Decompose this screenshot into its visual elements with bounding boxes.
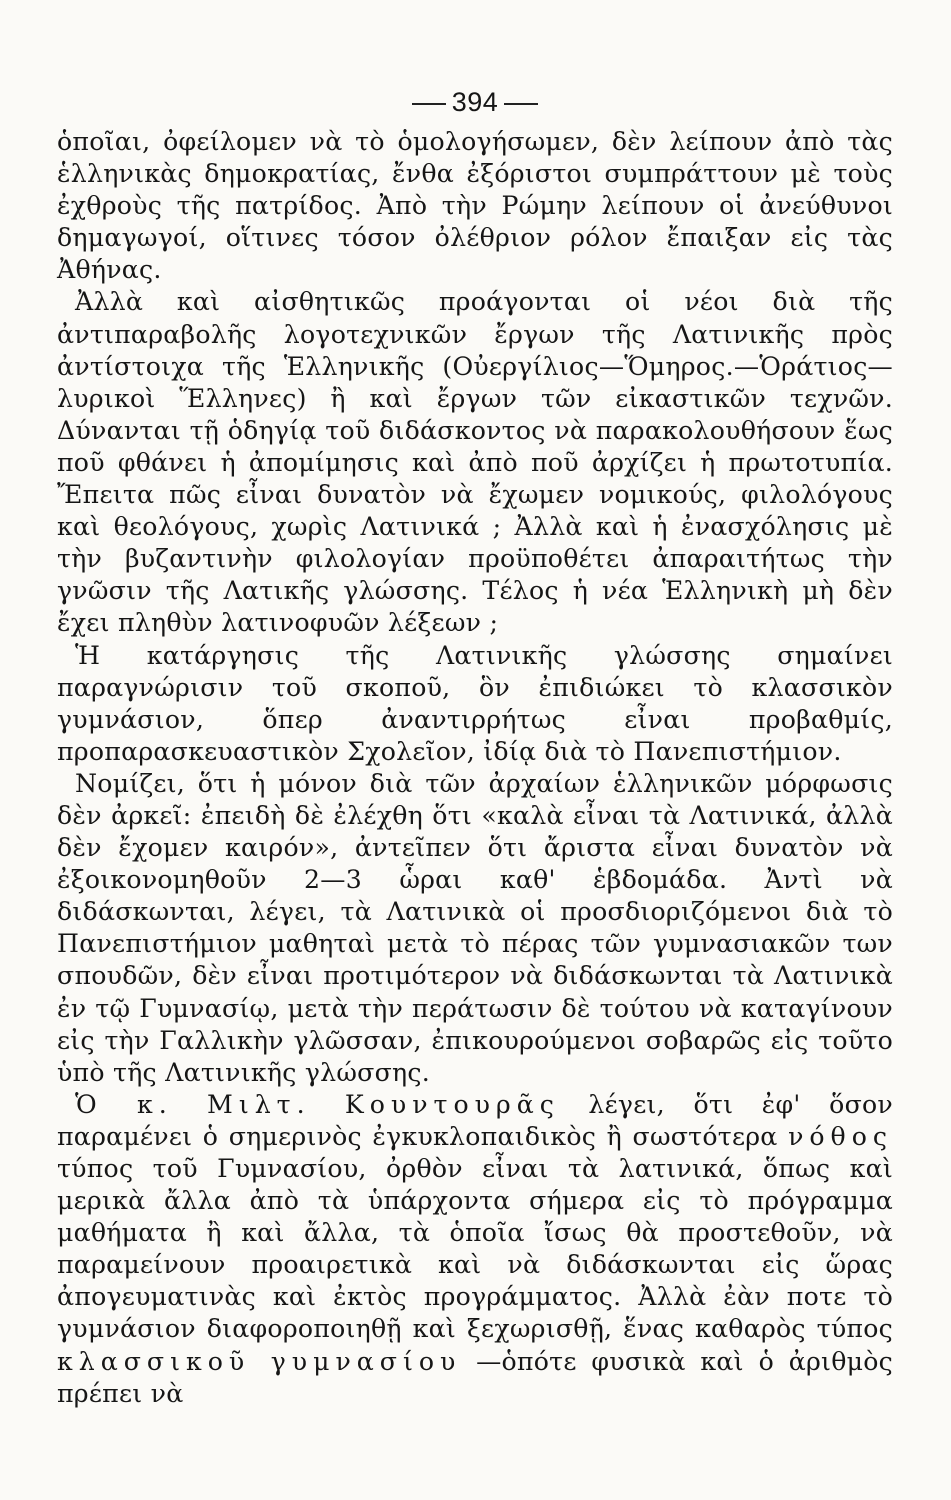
paragraph-5-part-3: —ὁπότε φυσικὰ καὶ ὁ ἀριθμὸς πρέπει νὰ (57, 1346, 893, 1408)
header-dash-left (412, 103, 446, 105)
paragraph-3: Ἡ κατάργησις τῆς Λατινικῆς γλώσσης σημαίνει παραγνώρισιν τοῦ σκοποῦ, ὃν ἐπιδιώκει τὸ κλασσικὸν γυμνάσιον, ὅπερ ἀναντιρρήτως εἶναι προβαθμίς, προπαρασκευαστικὸν Σχολεῖον, ἰδίᾳ διὰ τὸ Πανεπιστήμιον. (57, 640, 893, 766)
paragraph-4: Νομίζει, ὅτι ἡ μόνον διὰ τῶν ἀρχαίων ἑλληνικῶν μόρφωσις δὲν ἀρκεῖ: ἐπειδὴ δὲ ἐλέχθη ὅτι «καλὰ εἶναι τὰ Λατινικά, ἀλλὰ δὲν ἔχομεν καιρόν», ἀντεῖπεν ὅτι ἄριστα εἶναι δυνατὸν νὰ ἐξοικονομηθοῦν 2—3 ὧραι καθ' ἑβδομάδα. Ἀντὶ νὰ διδάσκωνται, λέγει, τὰ Λατινικὰ οἱ προσδιοριζόμενοι διὰ τὸ Πανεπιστήμιον μαθηταὶ μετὰ τὸ πέρας τῶν γυμνασιακῶν των σπουδῶν, δὲν εἶναι προτιμότερον νὰ διδάσκωνται τὰ Λατινικὰ ἐν τῷ Γυμνασίῳ, μετὰ τὴν περάτωσιν δὲ τούτου νὰ καταγίνουν εἰς τὴν Γαλλικὴν γλῶσσαν, ἐπικουρούμενοι σοβαρῶς εἰς τοῦτο ὑπὸ τῆς Λατινικῆς γλώσσης. (57, 768, 893, 1087)
paragraph-5-part-1: λέγει, ὅτι ἐφ' ὅσον παραμένει ὁ σημερινὸς ἐγκυκλοπαιδικὸς ἢ σωστότερα (57, 1089, 893, 1151)
paragraph-5-part-2: τύπος τοῦ Γυμνασίου, ὀρθὸν εἶναι τὰ λατινικά, ὅπως καὶ μερικὰ ἄλλα ἀπὸ τὰ ὑπάρχοντα σήμερα εἰς τὸ πρόγραμμα μαθήματα ἢ καὶ ἄλλα, τὰ ὁποῖα ἴσως θὰ προστεθοῦν, νὰ παραμείνουν προαιρετικὰ καὶ νὰ διδάσκωνται εἰς ὥρας ἀπογευματινὰς καὶ ἐκτὸς προγράμματος. Ἀλλὰ ἐὰν ποτε τὸ γυμνάσιον διαφοροποιηθῇ καὶ ξεχωρισθῇ, ἕνας καθαρὸς τύπος (57, 1154, 893, 1344)
paragraph-2: Ἀλλὰ καὶ αἰσθητικῶς προάγονται οἱ νέοι διὰ τῆς ἀντιπαραβολῆς λογοτεχνικῶν ἔργων τῆς Λατινικῆς πρὸς ἀντίστοιχα τῆς Ἑλληνικῆς (Οὐεργίλιος—Ὅμηρος.—Ὁράτιος—λυρικοὶ Ἕλληνες) ἢ καὶ ἔργων τῶν εἰκαστικῶν τεχνῶν. Δύνανται τῇ ὁδηγίᾳ τοῦ διδάσκοντος νὰ παρακολουθήσουν ἕως ποῦ φθάνει ἡ ἀπομίμησις καὶ ἀπὸ ποῦ ἀρχίζει ἡ πρωτοτυπία. Ἔπειτα πῶς εἶναι δυνατὸν νὰ ἔχωμεν νομικούς, φιλολόγους καὶ θεολόγους, χωρὶς Λατινικά ; Ἀλλὰ καὶ ἡ ἐνασχόλησις μὲ τὴν βυζαντινὴν φιλολογίαν προϋποθέτει ἀπαραιτήτως τὴν γνῶσιν τῆς Λατικῆς γλώσσης. Τέλος ἡ νέα Ἑλληνικὴ μὴ δὲν ἔχει πληθὺν λατινοφυῶν λέξεων ; (57, 287, 893, 638)
paragraph-1: ὁποῖαι, ὀφείλομεν νὰ τὸ ὁμολογήσωμεν, δὲν λείπουν ἀπὸ τὰς ἑλληνικὰς δημοκρατίας, ἔνθα ἐξόριστοι συμπράττουν μὲ τοὺς ἐχθροὺς τῆς πατρίδος. Ἀπὸ τὴν Ρώμην λείπουν οἱ ἀνεύθυνοι δημαγωγοί, οἵτινες τόσον ὀλέθριον ρόλον ἔπαιξαν εἰς τὰς Ἀθήνας. (57, 127, 893, 285)
header-dash-right (504, 103, 538, 105)
speaker-name: Ὁ κ. Μιλτ. Κουντουρᾶς (75, 1089, 560, 1119)
body-text (57, 126, 893, 1410)
page-header (57, 84, 893, 120)
emphasis-klassikou-gymnasiou: κλασσικοῦ γυμνασίου (57, 1346, 462, 1376)
page-number: 394 (451, 87, 499, 117)
paragraph-5 (57, 1089, 893, 1410)
emphasis-nothos: νόθος (788, 1121, 893, 1151)
